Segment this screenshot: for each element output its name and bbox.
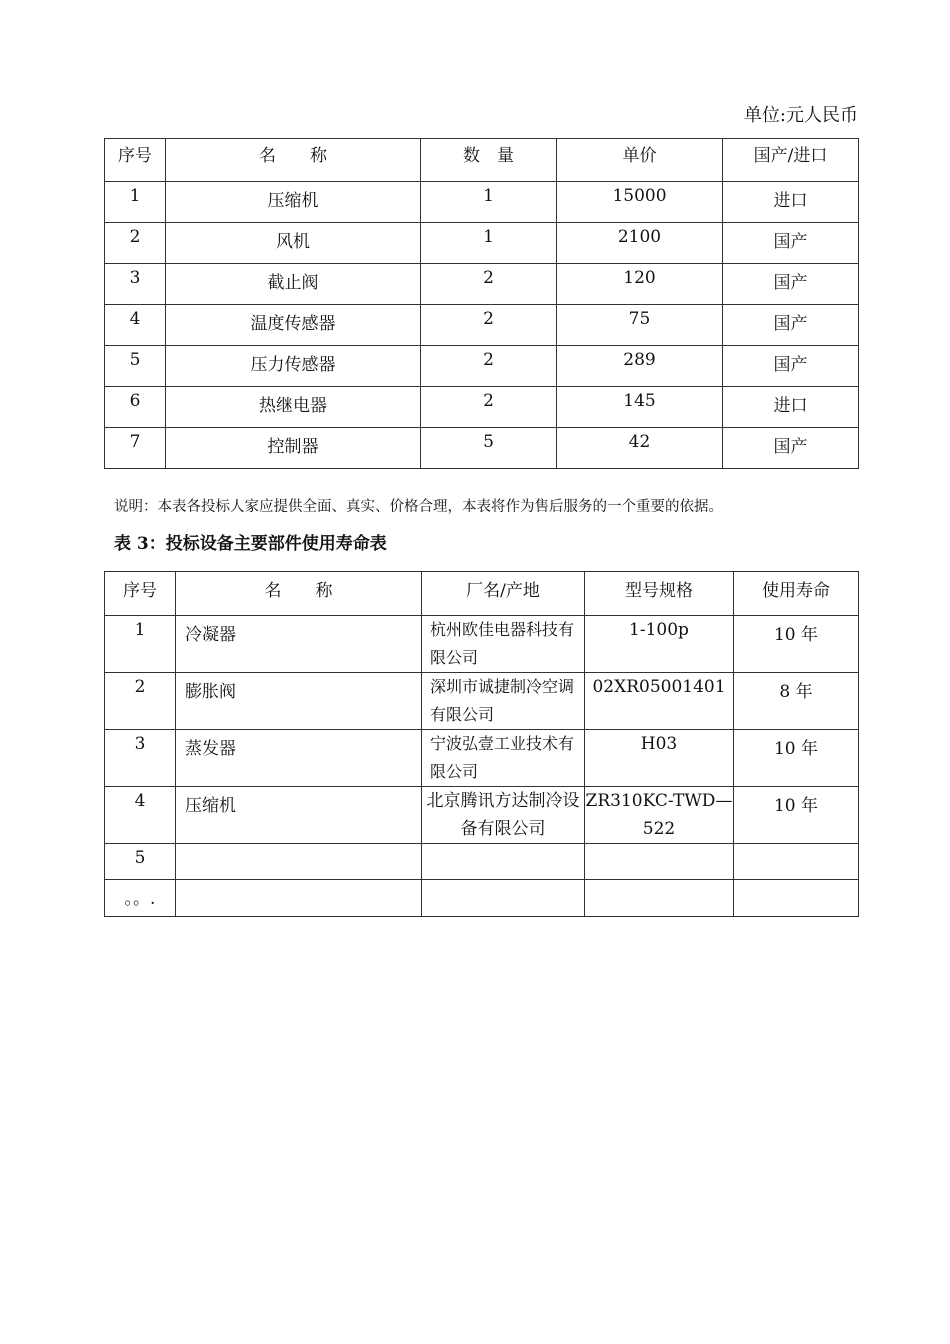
table-cell: 8 年	[734, 673, 859, 730]
table-cell: 42	[557, 428, 723, 469]
table-cell	[734, 844, 859, 880]
table-cell: 2	[421, 264, 557, 305]
header-cell: 序号	[105, 139, 166, 182]
header-cell: 国产/进口	[723, 139, 859, 182]
table-cell: 75	[557, 305, 723, 346]
table-cell: 15000	[557, 182, 723, 223]
table-cell: 2100	[557, 223, 723, 264]
table-cell	[176, 880, 422, 917]
table-cell: H03	[585, 730, 734, 787]
table-cell: 2	[421, 305, 557, 346]
table-row	[105, 730, 859, 787]
table-row	[105, 264, 859, 305]
table-cell: 5	[105, 844, 176, 880]
header-cell: 厂名/产地	[422, 572, 585, 616]
table-row	[105, 844, 859, 880]
lifespan-table	[104, 571, 859, 917]
header-cell: 序号	[105, 572, 176, 616]
table-cell: 杭州欧佳电器科技有限公司	[422, 616, 585, 673]
table-cell	[585, 880, 734, 917]
table-cell: 289	[557, 346, 723, 387]
table-cell: 国产	[723, 428, 859, 469]
table-cell: 北京腾讯方达制冷设备有限公司	[422, 787, 585, 844]
table-caption: 表 3：投标设备主要部件使用寿命表	[114, 534, 387, 554]
table-cell: 10 年	[734, 787, 859, 844]
header-cell: 单价	[557, 139, 723, 182]
table-cell: 2	[421, 346, 557, 387]
table-cell: 进口	[723, 182, 859, 223]
table-cell: 4	[105, 787, 176, 844]
table-cell: 3	[105, 730, 176, 787]
table-cell: 2	[105, 673, 176, 730]
table-cell: 冷凝器	[176, 616, 422, 673]
table-header-row	[105, 572, 859, 616]
table-cell: 国产	[723, 223, 859, 264]
table-cell: 国产	[723, 346, 859, 387]
table-cell: 压缩机	[166, 182, 421, 223]
table-row	[105, 223, 859, 264]
table-note: 说明：本表各投标人家应提供全面、真实、价格合理，本表将作为售后服务的一个重要的依据。	[114, 499, 723, 515]
header-cell: 名 称	[176, 572, 422, 616]
table-cell: 深圳市诚捷制冷空调有限公司	[422, 673, 585, 730]
table-row	[105, 305, 859, 346]
table-cell: 膨胀阀	[176, 673, 422, 730]
table-cell: 。。.	[105, 880, 176, 917]
header-cell: 名 称	[166, 139, 421, 182]
header-cell: 型号规格	[585, 572, 734, 616]
table-cell: 7	[105, 428, 166, 469]
table-cell: 4	[105, 305, 166, 346]
table-cell: 控制器	[166, 428, 421, 469]
table-cell: 5	[421, 428, 557, 469]
table-row	[105, 346, 859, 387]
table-cell: ZR310KC-TWD—522	[585, 787, 734, 844]
unit-label: 单位:元人民币	[743, 105, 858, 126]
table-cell: 截止阀	[166, 264, 421, 305]
table-cell: 1	[105, 616, 176, 673]
table-row	[105, 787, 859, 844]
table-cell	[422, 844, 585, 880]
table-row	[105, 182, 859, 223]
table-cell	[585, 844, 734, 880]
table-cell: 进口	[723, 387, 859, 428]
table-row	[105, 880, 859, 917]
table-row	[105, 428, 859, 469]
header-cell: 使用寿命	[734, 572, 859, 616]
table-cell: 1	[421, 182, 557, 223]
table-cell: 145	[557, 387, 723, 428]
table-cell	[176, 844, 422, 880]
table-cell: 5	[105, 346, 166, 387]
table-cell: 1-100p	[585, 616, 734, 673]
price-table	[104, 138, 859, 469]
table-row	[105, 673, 859, 730]
table-cell: 3	[105, 264, 166, 305]
table-cell: 国产	[723, 264, 859, 305]
table-cell: 压缩机	[176, 787, 422, 844]
table-cell: 蒸发器	[176, 730, 422, 787]
table-cell: 6	[105, 387, 166, 428]
table-cell	[422, 880, 585, 917]
table-cell: 2	[105, 223, 166, 264]
table-header-row	[105, 139, 859, 182]
table-row	[105, 387, 859, 428]
table-cell	[734, 880, 859, 917]
table-cell: 温度传感器	[166, 305, 421, 346]
table-cell: 10 年	[734, 616, 859, 673]
table-cell: 1	[421, 223, 557, 264]
table-cell: 1	[105, 182, 166, 223]
header-cell: 数 量	[421, 139, 557, 182]
table-cell: 压力传感器	[166, 346, 421, 387]
table-cell: 02XR05001401	[585, 673, 734, 730]
table-cell: 2	[421, 387, 557, 428]
table-row	[105, 616, 859, 673]
table-cell: 10 年	[734, 730, 859, 787]
table-cell: 宁波弘壹工业技术有限公司	[422, 730, 585, 787]
table-cell: 风机	[166, 223, 421, 264]
table-cell: 热继电器	[166, 387, 421, 428]
table-cell: 120	[557, 264, 723, 305]
table-cell: 国产	[723, 305, 859, 346]
